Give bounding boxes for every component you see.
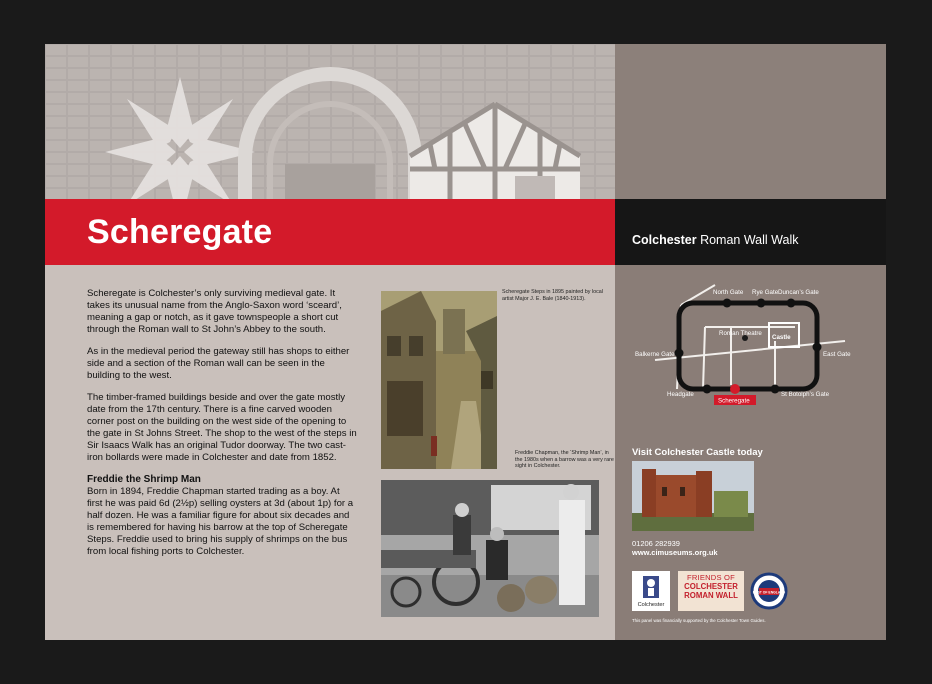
label-roman-theatre: Roman Theatre (719, 330, 762, 337)
walk-title (632, 233, 798, 247)
label-castle: Castle (772, 334, 791, 341)
website-link[interactable]: www.cimuseums.org.uk (632, 547, 718, 557)
painting-image (381, 291, 497, 469)
friends-line-1: FRIENDS OF (687, 573, 735, 582)
east-of-england-text: EAST OF ENGLAND (752, 590, 786, 595)
east-gate-dot (813, 343, 822, 352)
label-balkerne-gate: Balkerne Gate (635, 351, 675, 358)
label-scheregate: Scheregate (718, 397, 750, 405)
friends-line-2: COLCHESTER (684, 582, 738, 591)
colchester-logo (632, 571, 670, 611)
friends-line-3: ROMAN WALL (684, 591, 738, 600)
map-panel (615, 265, 886, 431)
label-rye-gate: Rye Gate (752, 289, 779, 296)
castle-photo (632, 461, 754, 531)
east-of-england-logo (750, 571, 788, 611)
main-text-column (87, 288, 357, 568)
walk-title-bold: Colchester (632, 233, 697, 247)
scheregate-dot (730, 384, 740, 394)
paragraph-3: The timber-framed buildings beside and over the gate mostly date from the 17th century. There is a fine carved wooden corner post on the building on the west side of the opening to the gate in St Johns Street. The shop to the west of the steps in Sir Isaacs Walk has an original Tudor doorway. The two cast-iron bollards were made in Colchester and date from 1852. (87, 392, 357, 463)
shrimp-man-photo (381, 480, 599, 617)
headgate-dot (703, 385, 712, 394)
walk-title-bar (615, 199, 886, 265)
label-duncans-gate: Duncan’s Gate (778, 289, 819, 296)
sponsor-logos (632, 571, 882, 615)
contact-info (632, 540, 718, 557)
label-st-botolphs-gate: St Botolph’s Gate (781, 391, 830, 398)
phone-number: 01206 282939 (632, 539, 680, 548)
support-note: This panel was financially supported by the Colchester Town Guides. (632, 618, 766, 623)
friends-of-roman-wall-logo (678, 571, 744, 611)
walk-title-rest: Roman Wall Walk (696, 233, 799, 247)
roman-wall-map (615, 265, 886, 431)
paragraph-1: Scheregate is Colchester’s only surviving medieval gate. It takes its unusual name from the Anglo-Saxon word ‘sceard’, meaning a gap or notch, as it gave townspeople a short cut through the Roman wall to St John’s Abbey to the south. (87, 288, 342, 335)
title-bar (45, 199, 615, 265)
photo-caption: Freddie Chapman, the ‘Shrimp Man’, in the 1980s when a barrow was a very rare sight in Colchester. (515, 450, 614, 469)
header-right-panel (615, 44, 886, 199)
visit-heading: Visit Colchester Castle today (632, 447, 763, 458)
subheading: Freddie the Shrimp Man (87, 474, 201, 485)
label-east-gate: East Gate (823, 351, 851, 358)
label-headgate: Headgate (667, 391, 694, 398)
label-north-gate: North Gate (713, 289, 744, 296)
st-botolphs-gate-dot (771, 385, 780, 394)
stone-and-timber-montage (45, 44, 615, 199)
visit-panel (615, 431, 886, 640)
rye-gate-dot (757, 299, 766, 308)
painting-caption: Scheregate Steps in 1895 painted by local artist Major J. E. Bale (1840-1913). (502, 289, 603, 302)
balkerne-gate-dot (675, 349, 684, 358)
paragraph-4: Born in 1894, Freddie Chapman started trading as a boy. At first he was paid 6d (2½p) selling oysters at 3d (about 1p) for a half dozen. He was a familiar figure for about six decades and is remembered for having his barrow at the top of Scheregate Steps. Freddie used to bring his supply of shrimps on the bus from local fishing ports to Colchester. (87, 486, 354, 557)
duncans-gate-dot (787, 299, 796, 308)
information-board (45, 44, 886, 640)
north-gate-dot (723, 299, 732, 308)
paragraph-2: As in the medieval period the gateway still has shops to either side and a section of the Roman wall can be seen in the building to the west. (87, 346, 350, 381)
page-title: Scheregate (87, 213, 273, 251)
header-image-banner (45, 44, 615, 199)
colchester-logo-text: Colchester (637, 602, 665, 608)
